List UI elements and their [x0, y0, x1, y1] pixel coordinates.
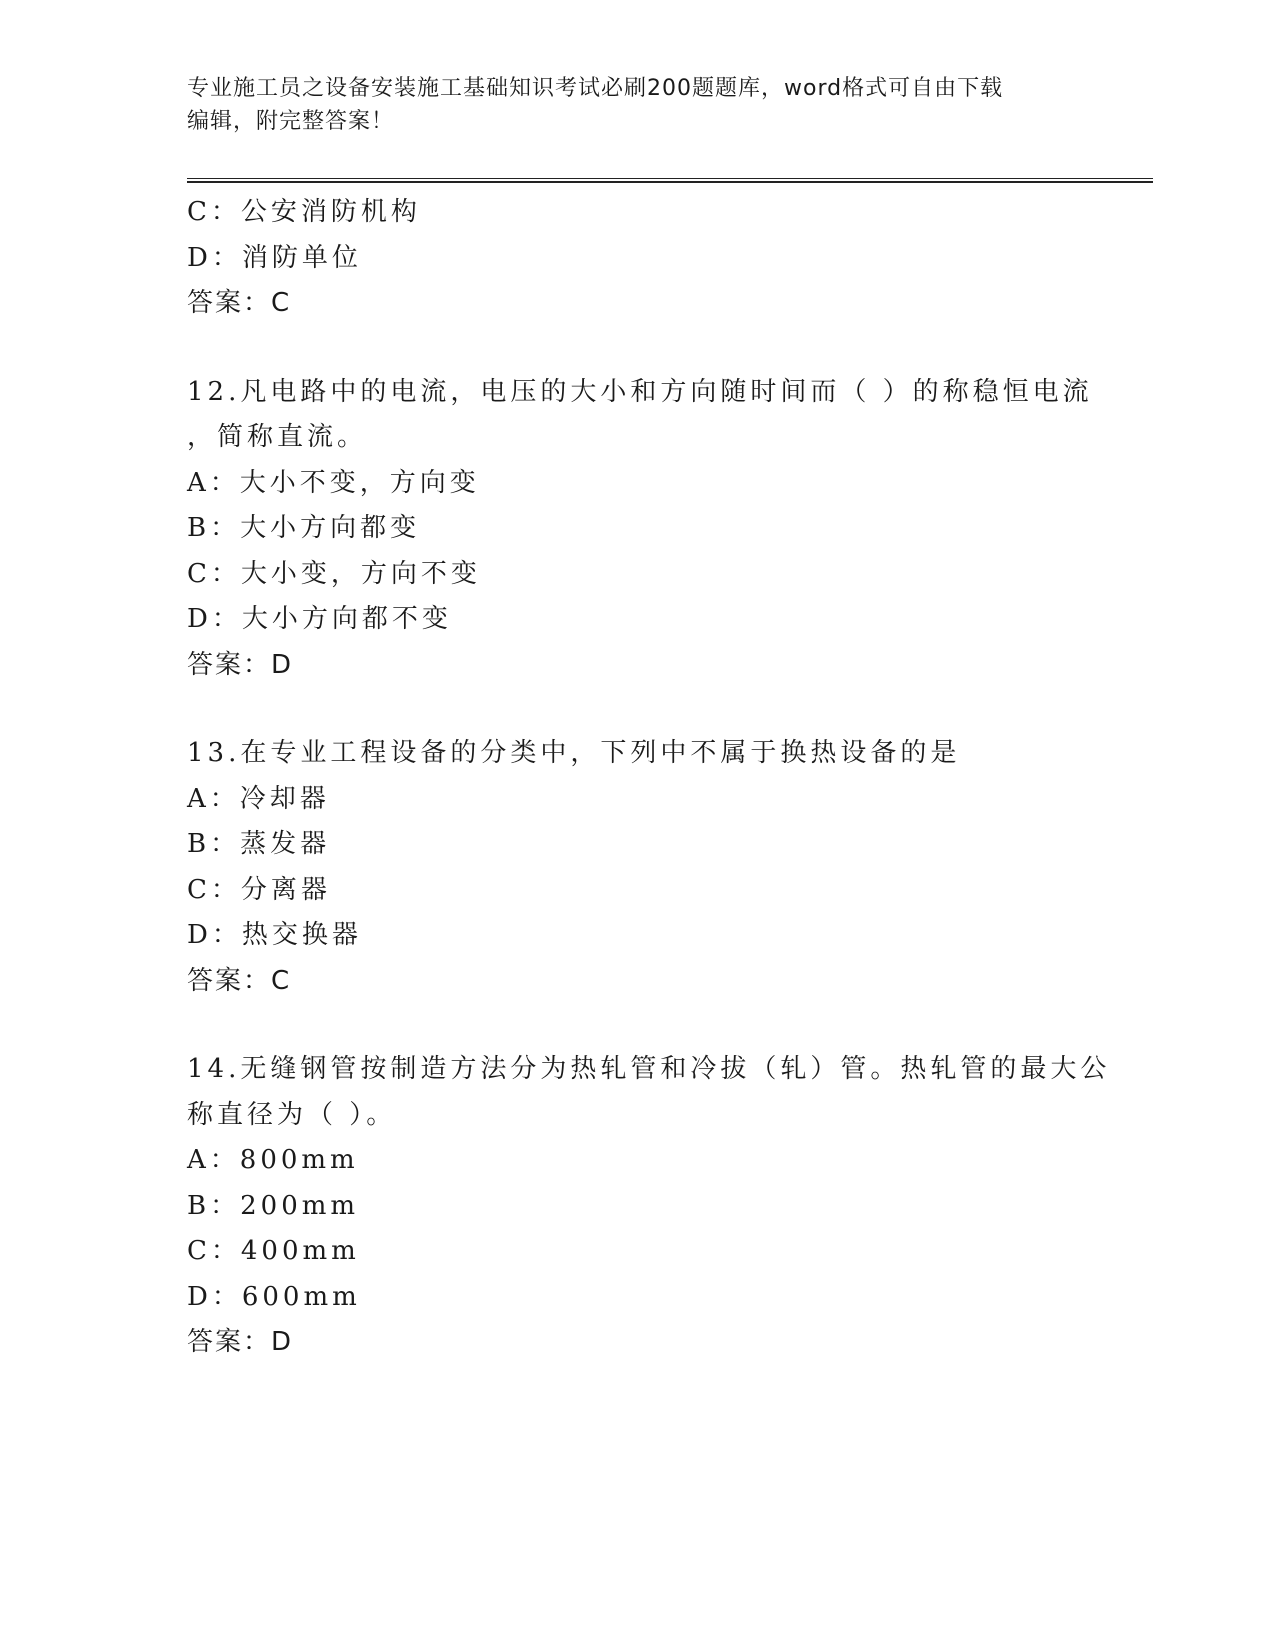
- option-c: C：分离器: [187, 874, 331, 905]
- option-d: D：600mm: [187, 1281, 361, 1312]
- header-line-2: 编辑，附完整答案！: [187, 109, 395, 134]
- option-b: B：大小方向都变: [187, 513, 421, 543]
- option-d: D：消防单位: [187, 242, 362, 273]
- option-c: C：大小变，方向不变: [187, 558, 481, 589]
- question-13: [187, 731, 1087, 1004]
- header-line-1: 专业施工员之设备安装施工基础知识考试必刷200题题库，word格式可自由下载: [187, 76, 1004, 101]
- answer: 答案：D: [187, 649, 294, 680]
- option-d: D：大小方向都不变: [187, 604, 452, 634]
- question-text: 14.无缝钢管按制造方法分为热轧管和冷拔（轧）管。热轧管的最大公: [187, 1054, 1111, 1084]
- answer: 答案：C: [187, 965, 292, 996]
- question-12: [187, 370, 1093, 689]
- option-b: B：200mm: [187, 1190, 360, 1221]
- document-body: [187, 190, 1111, 1366]
- option-b: B：蒸发器: [187, 829, 331, 859]
- answer: 答案：D: [187, 1327, 294, 1357]
- question-14: [187, 1047, 1111, 1366]
- question-text: ，简称直流。: [187, 422, 368, 452]
- option-a: A：大小不变，方向变: [187, 467, 480, 498]
- header-divider: [187, 178, 1153, 183]
- option-a: A：800mm: [187, 1145, 359, 1175]
- page-header: [187, 72, 1087, 138]
- option-d: D：热交换器: [187, 920, 362, 950]
- option-a: A：冷却器: [187, 783, 330, 814]
- option-c: C：公安消防机构: [187, 197, 421, 227]
- question-text: 称直径为（ ）。: [187, 1099, 397, 1130]
- answer: 答案：C: [187, 288, 292, 318]
- option-c: C：400mm: [187, 1236, 360, 1266]
- question-text: 13.在专业工程设备的分类中，下列中不属于换热设备的是: [187, 738, 961, 768]
- question-text: 12.凡电路中的电流，电压的大小和方向随时间而（ ）的称稳恒电流: [187, 376, 1093, 407]
